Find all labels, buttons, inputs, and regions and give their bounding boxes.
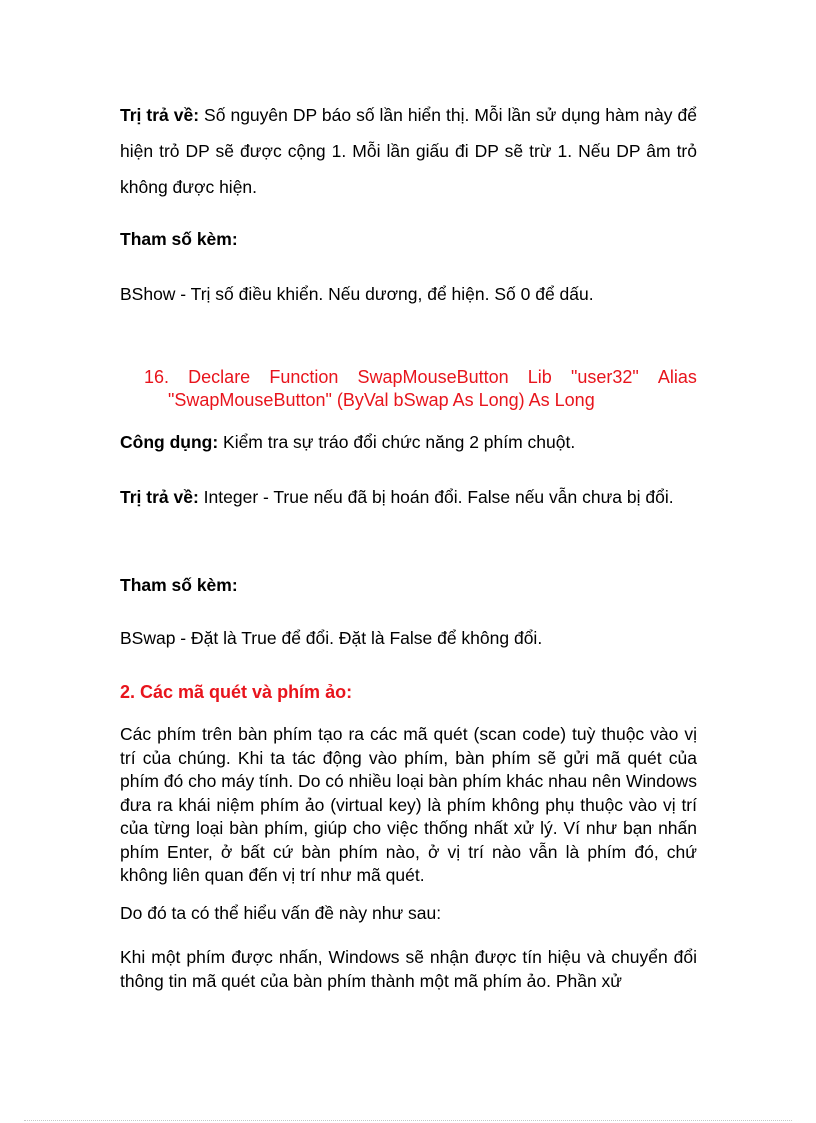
- params-heading: Tham số kèm:: [120, 575, 238, 595]
- page-bottom-rule: [24, 1120, 792, 1121]
- usage-text: Kiểm tra sự tráo đổi chức năng 2 phím chuột.: [218, 432, 576, 452]
- prev-return-label: Trị trả về:: [120, 105, 200, 125]
- declare-line-1: [146, 366, 697, 389]
- return-paragraph: [120, 479, 697, 515]
- prev-return-text: Số nguyên DP báo số lần hiển thị. Mỗi lần sử dụng hàm này để hiện trỏ DP sẽ được cộng 1. Mỗi lần giấu đi DP sẽ trừ 1. Nếu DP âm trỏ không được hiện.: [120, 105, 697, 197]
- prev-params-heading: Tham số kèm:: [120, 229, 238, 249]
- prev-param-bshow: BShow - Trị số điều khiển. Nếu dương, để hiện. Số 0 để dấu.: [120, 284, 594, 304]
- declare-word: "user32": [570, 367, 639, 387]
- paragraph-understanding: Do đó ta có thể hiểu vấn đề này như sau:: [120, 903, 442, 923]
- declare-function-heading: [120, 366, 697, 412]
- declare-word: Declare: [188, 367, 251, 387]
- section-2-heading: 2. Các mã quét và phím ảo:: [120, 682, 353, 702]
- usage-label: Công dụng:: [120, 432, 219, 452]
- return-label: Trị trả về:: [120, 487, 199, 507]
- declare-word: SwapMouseButton: [357, 367, 509, 387]
- usage-paragraph: [120, 424, 697, 460]
- prev-return-paragraph: [120, 97, 697, 205]
- return-text: Integer - True nếu đã bị hoán đổi. False nếu vẫn chưa bị đổi.: [198, 487, 674, 507]
- param-bswap: BSwap - Đặt là True để đổi. Đặt là False để không đổi.: [120, 628, 543, 648]
- declare-number: 16.: [144, 367, 170, 387]
- paragraph-key-press: Khi một phím được nhấn, Windows sẽ nhận được tín hiệu và chuyển đổi thông tin mã quét của bàn phím thành một mã phím ảo. Phần xử: [120, 947, 697, 991]
- declare-word: Function: [269, 367, 339, 387]
- declare-line-2: "SwapMouseButton" (ByVal bSwap As Long) As Long: [168, 390, 595, 410]
- declare-word: Lib: [527, 367, 552, 387]
- declare-word: Alias: [657, 367, 697, 387]
- paragraph-scan-codes: Các phím trên bàn phím tạo ra các mã quét (scan code) tuỳ thuộc vào vị trí của chúng. Khi ta tác động vào phím, bàn phím sẽ gửi mã quét của phím đó cho máy tính. Do có nhiều loại bàn phím khác nhau nên Windows đưa ra khái niệm phím ảo (virtual key) là phím không phụ thuộc vào vị trí của từng loại bàn phím, giúp cho việc thống nhất xử lý. Ví như bạn nhấn phím Enter, ở bất cứ bàn phím nào, ở vị trí nào vẫn là phím đó, chứ không liên quan đến vị trí như mã quét.: [120, 724, 697, 885]
